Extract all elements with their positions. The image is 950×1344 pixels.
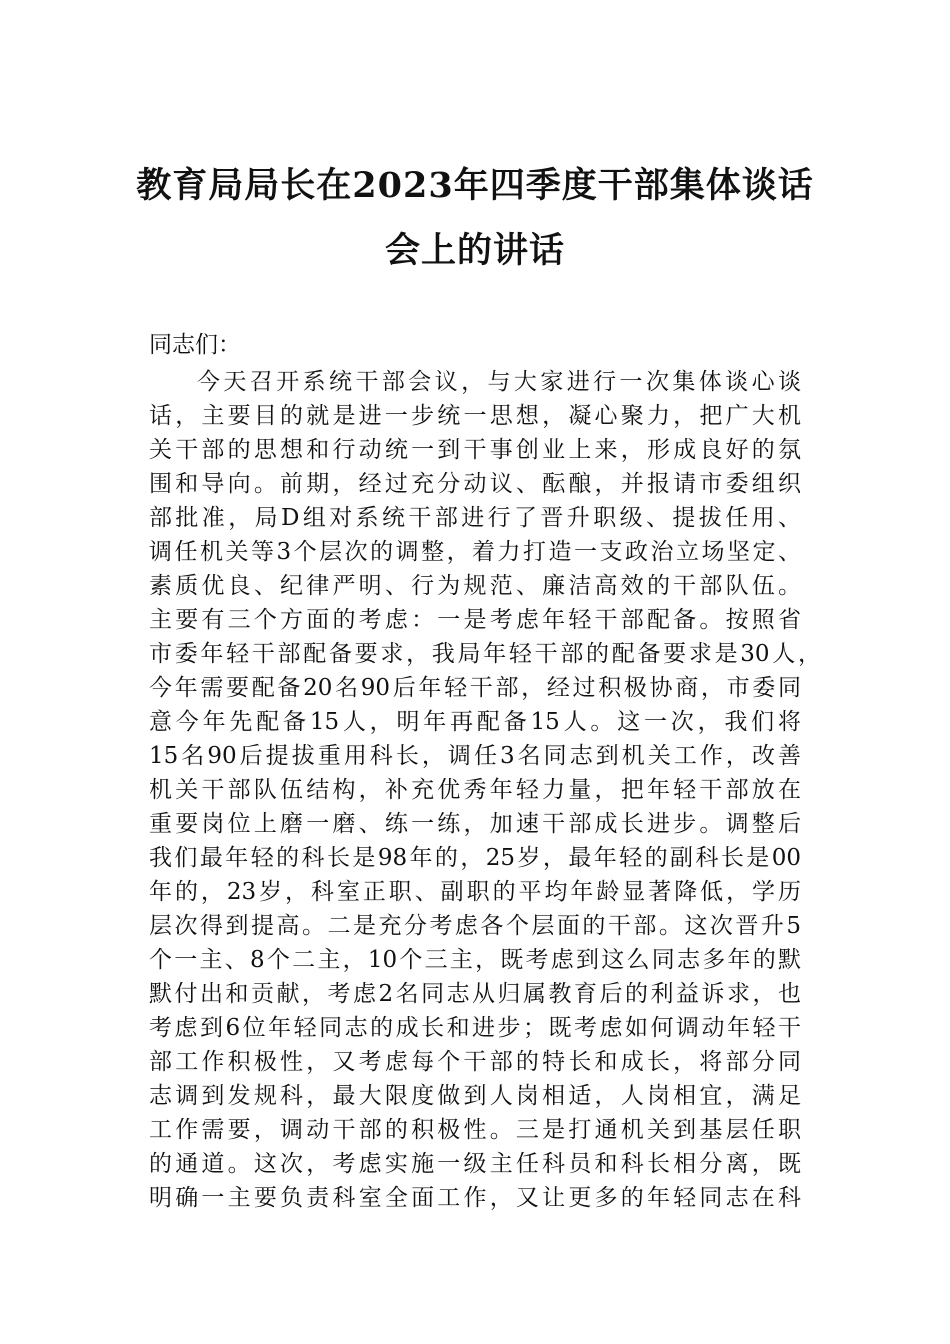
paragraph-line: 志调到发规科，最大限度做到人岗相适，人岗相宜，满足 [149,1083,801,1109]
paragraph-line: 调任机关等3个层次的调整，着力打造一支政治立场坚定、 [149,539,801,565]
paragraph-line: 部工作积极性，又考虑每个干部的特长和成长，将部分同 [149,1049,801,1075]
paragraph-line: 层次得到提高。二是充分考虑各个层面的干部。这次晋升5 [149,913,801,939]
paragraph-line: 考虑到6位年轻同志的成长和进步；既考虑如何调动年轻干 [149,1015,801,1041]
paragraph-line: 围和导向。前期，经过充分动议、酝酿，并报请市委组织 [149,471,801,497]
paragraph-line: 今年需要配备20名90后年轻干部，经过积极协商，市委同 [149,675,801,701]
paragraph-line: 明确一主要负责科室全面工作，又让更多的年轻同志在科 [149,1185,801,1211]
document-title-line-2: 会上的讲话 [384,230,565,271]
paragraph-line: 主要有三个方面的考虑：一是考虑年轻干部配备。按照省 [149,607,801,633]
salutation: 同志们： [149,332,241,358]
paragraph-line: 15名90后提拔重用科长，调任3名同志到机关工作，改善 [149,743,801,769]
paragraph-line: 今天召开系统干部会议，与大家进行一次集体谈心谈 [197,369,801,395]
paragraph-line: 默付出和贡献，考虑2名同志从归属教育后的利益诉求，也 [149,981,801,1007]
paragraph-line: 年的，23岁，科室正职、副职的平均年龄显著降低，学历 [149,879,801,905]
paragraph-line: 个一主、8个二主，10个三主，既考虑到这么同志多年的默 [149,947,801,973]
paragraph-line: 机关干部队伍结构，补充优秀年轻力量，把年轻干部放在 [149,777,801,803]
paragraph-line: 工作需要，调动干部的积极性。三是打通机关到基层任职 [149,1117,801,1143]
document-title-line-1: 教育局局长在2023年四季度干部集体谈话 [136,165,814,206]
paragraph-line: 部批准，局D组对系统干部进行了晋升职级、提拔任用、 [149,505,801,531]
paragraph-line: 我们最年轻的科长是98年的，25岁，最年轻的副科长是00 [149,845,801,871]
paragraph-line: 重要岗位上磨一磨、练一练，加速干部成长进步。调整后 [149,811,801,837]
paragraph-line: 素质优良、纪律严明、行为规范、廉洁高效的干部队伍。 [149,573,801,599]
paragraph-line: 关干部的思想和行动统一到干事创业上来，形成良好的氛 [149,437,801,463]
paragraph-line: 的通道。这次，考虑实施一级主任科员和科长相分离，既 [149,1151,801,1177]
paragraph-line: 市委年轻干部配备要求，我局年轻干部的配备要求是30人， [149,641,821,667]
paragraph-line: 意今年先配备15人，明年再配备15人。这一次，我们将 [149,709,801,735]
paragraph-line: 话，主要目的就是进一步统一思想，凝心聚力，把广大机 [149,403,801,429]
